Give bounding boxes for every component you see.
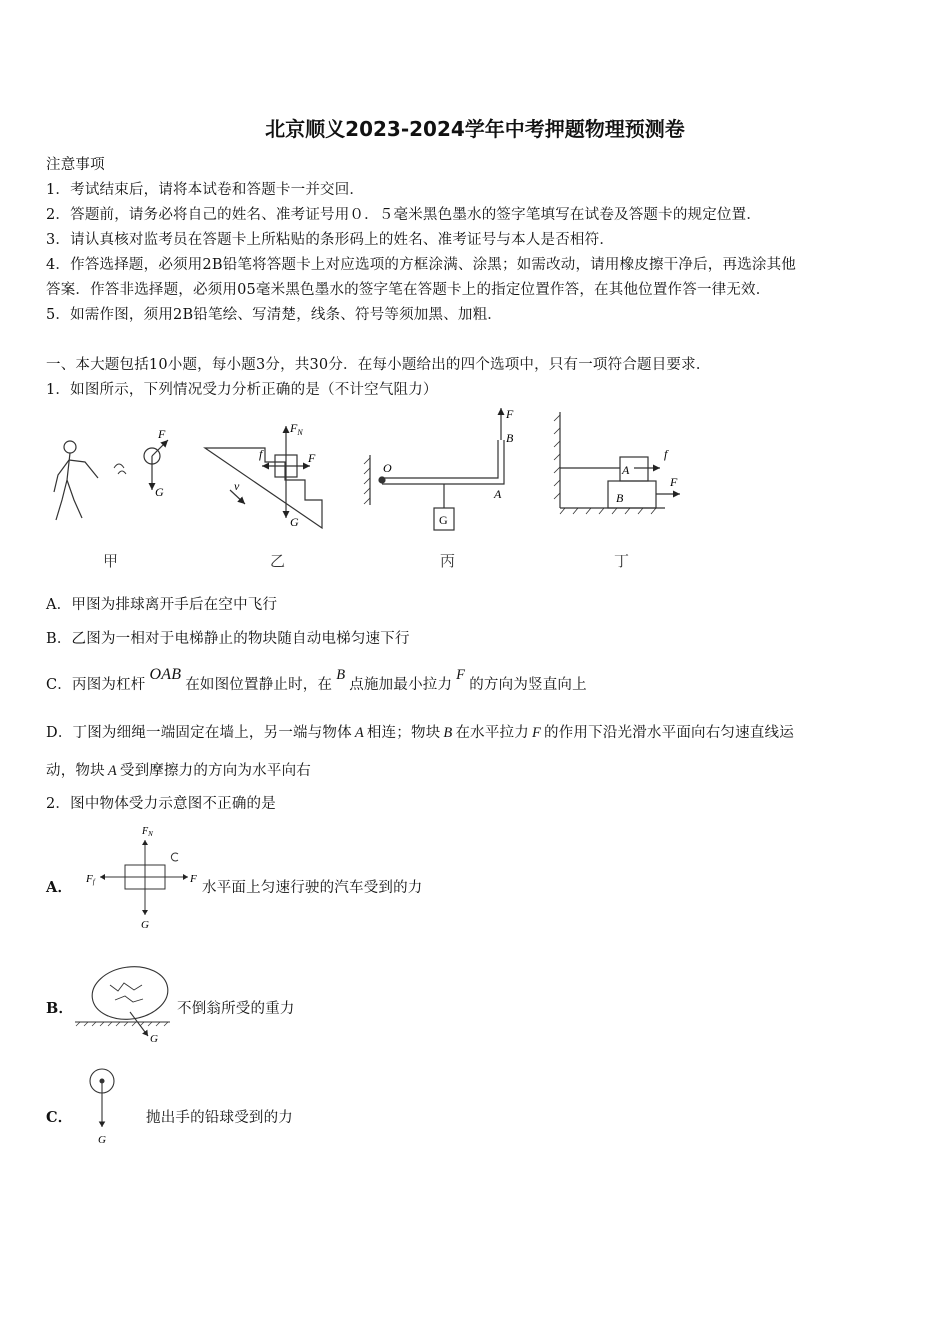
q1-option-d: D．丁图为细绳一端固定在墙上，另一端与物体 A 相连；物块 B 在水平拉力 F 的作用下沿光滑水平面向右匀速直线运 [46, 725, 794, 741]
label-B-ding: B [616, 491, 624, 505]
figure-label-bing: 丙 [440, 552, 456, 570]
label-B-bing: B [506, 431, 514, 445]
question-1-figures [40, 400, 680, 580]
label-G-jia: G [155, 485, 164, 499]
q2-option-a-diagram [80, 820, 205, 935]
q2-option-a-letter: A． [46, 879, 73, 896]
q1-option-c: C．丙图为杠杆OAB在如图位置静止时，在B点施加最小拉力F的方向为竖直向上 [46, 666, 587, 693]
q2-option-b-text: 不倒翁所受的重力 [177, 1001, 295, 1017]
label-G-q2a: G [141, 919, 149, 931]
label-A-bing: A [494, 487, 502, 501]
label-f-ding: f [664, 447, 668, 461]
notice-item: 1．考试结束后，请将本试卷和答题卡一并交回． [46, 182, 365, 198]
notice-item: 5．如需作图，须用2B铅笔绘、写清楚，线条、符号等须加黑、加粗． [46, 307, 503, 323]
label-FN-yi: $F_N$ [290, 421, 303, 437]
notice-heading: 注意事项 [46, 157, 105, 173]
figure-yi [205, 426, 322, 528]
label-G-q2c: G [98, 1134, 106, 1146]
notice-item: 3．请认真核对监考员在答题卡上所粘贴的条形码上的姓名、准考证号与本人是否相符． [46, 232, 615, 248]
label-v-yi: v [234, 479, 240, 493]
figure-label-ding: 丁 [614, 552, 630, 570]
q1-option-b: B．乙图为一相对于电梯静止的物块随自动电梯匀速下行 [46, 631, 410, 647]
figure-label-jia: 甲 [103, 552, 119, 570]
figure-jia [54, 440, 168, 520]
question-1-stem: 1．如图所示，下列情况受力分析正确的是（不计空气阻力） [46, 382, 438, 398]
label-F-ding: F [670, 475, 678, 489]
q2-option-c-diagram [82, 1065, 122, 1150]
notice-item: 4．作答选择题，必须用2B铅笔将答题卡上对应选项的方框涂满、涂黑；如需改动，请用橡皮擦干净后，再选涂其他 [46, 257, 797, 273]
label-Ff-q2a: Ff [86, 873, 95, 886]
page-title: 北京顺义2023-2024学年中考押题物理预测卷 [265, 117, 685, 141]
label-G-bing: G [439, 513, 448, 527]
notice-item: 2．答题前，请务必将自己的姓名、准考证号用０．５毫米黑色墨水的签字笔填写在试卷及答题卡的规定位置． [46, 207, 762, 223]
label-F-jia: F [158, 427, 166, 441]
label-G-yi: G [290, 515, 299, 529]
figure-label-yi: 乙 [270, 552, 286, 570]
q2-option-c-text: 抛出手的铅球受到的力 [146, 1110, 293, 1126]
label-G-q2b: G [150, 1033, 158, 1045]
q1-option-d-cont: 动，物块 A 受到摩擦力的方向为水平向右 [46, 763, 311, 779]
label-F-bing: F [506, 407, 514, 421]
label-F-yi: F [308, 451, 316, 465]
question-2-stem: 2．图中物体受力示意图不正确的是 [46, 796, 276, 812]
q2-option-c-letter: C． [46, 1109, 73, 1126]
label-O-bing: O [383, 461, 392, 475]
label-FN-q2a: $F_N$ [142, 826, 153, 838]
notice-item: 答案．作答非选择题，必须用05毫米黑色墨水的签字笔在答题卡上的指定位置作答，在其他位置作答一律无效． [46, 282, 771, 298]
q2-option-b-diagram [70, 960, 185, 1050]
label-F-q2a: F [190, 873, 197, 885]
section-heading: 一、本大题包括10小题，每小题3分，共30分．在每小题给出的四个选项中，只有一项符合题目要求． [46, 357, 711, 373]
label-f-yi: f [259, 447, 263, 461]
q1-option-a: A．甲图为排球离开手后在空中飞行 [46, 597, 278, 613]
q2-option-a-text: 水平面上匀速行驶的汽车受到的力 [202, 880, 423, 896]
q2-option-b-letter: B． [46, 1000, 74, 1017]
label-A-ding: A [622, 463, 630, 477]
